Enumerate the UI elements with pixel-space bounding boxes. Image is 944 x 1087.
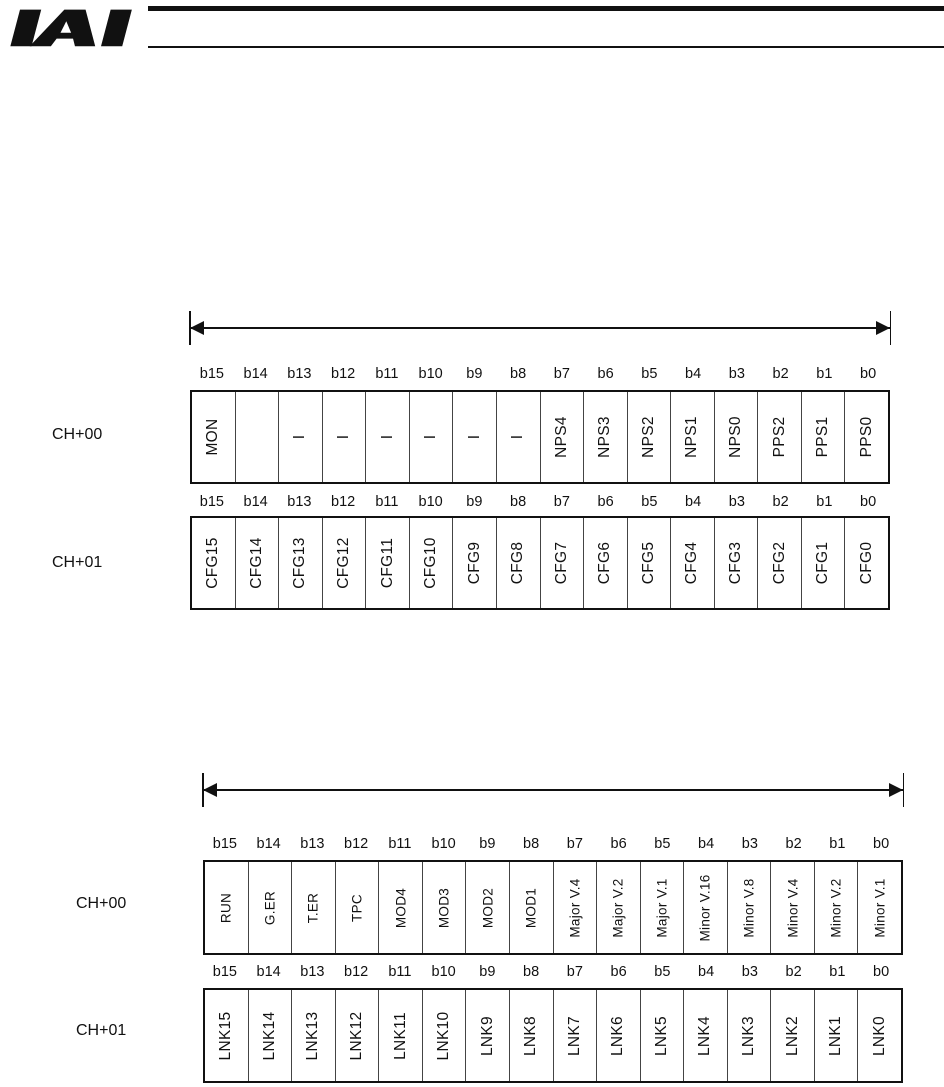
bit-cell-b11 bbox=[365, 392, 409, 482]
bit-name: CFG10 bbox=[422, 537, 440, 589]
bit-cell-b3 bbox=[714, 392, 758, 482]
word-span-arrow-2 bbox=[203, 779, 903, 801]
bit-name: I bbox=[422, 434, 440, 440]
bit-label-b7: b7 bbox=[566, 836, 583, 852]
bit-name: CFG2 bbox=[770, 541, 788, 585]
bit-label-b1: b1 bbox=[816, 366, 833, 382]
bit-label-b2: b2 bbox=[785, 836, 802, 852]
bit-name: CFG5 bbox=[639, 541, 657, 585]
bit-cell-b0 bbox=[844, 518, 888, 608]
bit-label-b13: b13 bbox=[300, 836, 325, 852]
register-t1-r1 bbox=[190, 516, 890, 610]
register-t1-r0 bbox=[190, 390, 890, 484]
bit-name: MON bbox=[204, 418, 222, 456]
bit-label-b3: b3 bbox=[728, 366, 745, 382]
bit-name: PPS1 bbox=[814, 416, 832, 458]
bit-name: LNK13 bbox=[304, 1011, 322, 1060]
bit-cell-b12 bbox=[322, 518, 366, 608]
bit-label-b10: b10 bbox=[431, 964, 456, 980]
bit-label-b5: b5 bbox=[654, 964, 671, 980]
bit-name: Minor V.4 bbox=[785, 877, 801, 938]
bit-label-b5: b5 bbox=[641, 366, 658, 382]
bit-cell-b9 bbox=[465, 990, 509, 1081]
bit-name: LNK14 bbox=[260, 1011, 278, 1060]
bit-name: MOD1 bbox=[523, 887, 539, 928]
bit-name: I bbox=[378, 434, 396, 440]
bit-name: PPS0 bbox=[857, 416, 875, 458]
bit-cell-b8 bbox=[496, 518, 540, 608]
bit-label-b1: b1 bbox=[816, 494, 833, 510]
bit-labels-t1-r0 bbox=[190, 366, 890, 384]
bit-cell-b8 bbox=[496, 392, 540, 482]
bit-name: Minor V.2 bbox=[828, 877, 844, 938]
bit-cell-b6 bbox=[583, 518, 627, 608]
header-rule-thick bbox=[148, 6, 944, 11]
bit-cell-b15 bbox=[192, 518, 235, 608]
bit-label-b0: b0 bbox=[873, 964, 890, 980]
bit-cell-b12 bbox=[335, 990, 379, 1081]
bit-name: LNK6 bbox=[609, 1015, 627, 1056]
bit-label-b4: b4 bbox=[685, 494, 702, 510]
bit-name: I bbox=[465, 434, 483, 440]
bit-cell-b15 bbox=[192, 392, 235, 482]
bit-name: Major V.4 bbox=[567, 877, 583, 938]
bit-name: RUN bbox=[218, 892, 234, 923]
bit-name: Minor V.16 bbox=[697, 873, 713, 942]
bit-label-b10: b10 bbox=[418, 494, 443, 510]
bit-cell-b11 bbox=[365, 518, 409, 608]
bit-name: CFG11 bbox=[378, 537, 396, 589]
bit-cell-b5 bbox=[627, 518, 671, 608]
bit-label-b14: b14 bbox=[243, 366, 268, 382]
bit-name: NPS4 bbox=[552, 416, 570, 458]
bit-name: CFG7 bbox=[552, 541, 570, 585]
bit-cell-b7 bbox=[553, 862, 597, 953]
bit-cell-b10 bbox=[422, 862, 466, 953]
bit-label-b6: b6 bbox=[597, 494, 614, 510]
bit-cell-b6 bbox=[596, 862, 640, 953]
bit-cell-b5 bbox=[627, 392, 671, 482]
bit-name: I bbox=[509, 434, 527, 440]
bit-cell-b4 bbox=[670, 392, 714, 482]
bit-label-b9: b9 bbox=[466, 494, 483, 510]
bit-cell-b7 bbox=[553, 990, 597, 1081]
bit-cell-b11 bbox=[378, 990, 422, 1081]
bit-label-b3: b3 bbox=[728, 494, 745, 510]
bit-label-b14: b14 bbox=[243, 494, 268, 510]
bit-label-b11: b11 bbox=[388, 964, 412, 980]
bit-label-b14: b14 bbox=[256, 964, 281, 980]
bit-label-b6: b6 bbox=[610, 964, 627, 980]
bit-labels-t2-r1 bbox=[203, 964, 903, 982]
bit-label-b12: b12 bbox=[331, 494, 356, 510]
bit-cell-b3 bbox=[714, 518, 758, 608]
bit-labels-t2-r0 bbox=[203, 836, 903, 854]
bit-label-b13: b13 bbox=[287, 494, 312, 510]
bit-label-b15: b15 bbox=[199, 494, 224, 510]
bit-cell-b13 bbox=[278, 392, 322, 482]
bit-cell-b0 bbox=[857, 990, 901, 1081]
bit-name: CFG14 bbox=[247, 537, 265, 589]
bit-name: TPC bbox=[349, 893, 365, 922]
channel-label: CH+01 bbox=[52, 554, 103, 571]
bit-cell-b1 bbox=[801, 518, 845, 608]
bit-cell-b15 bbox=[205, 862, 248, 953]
bit-cell-b8 bbox=[509, 862, 553, 953]
bit-cell-b1 bbox=[814, 862, 858, 953]
bit-label-b10: b10 bbox=[418, 366, 443, 382]
bit-label-b2: b2 bbox=[785, 964, 802, 980]
bit-name: MOD2 bbox=[480, 887, 496, 928]
bit-label-b7: b7 bbox=[553, 494, 570, 510]
bit-label-b1: b1 bbox=[829, 964, 846, 980]
bit-label-b3: b3 bbox=[741, 836, 758, 852]
bit-label-b4: b4 bbox=[698, 964, 715, 980]
bit-cell-b2 bbox=[757, 392, 801, 482]
bit-label-b15: b15 bbox=[199, 366, 224, 382]
bit-name: LNK8 bbox=[522, 1015, 540, 1056]
bit-cell-b10 bbox=[422, 990, 466, 1081]
bit-label-b7: b7 bbox=[553, 366, 570, 382]
bit-label-b9: b9 bbox=[479, 964, 496, 980]
bit-cell-b1 bbox=[801, 392, 845, 482]
bit-name: CFG1 bbox=[814, 541, 832, 585]
bit-labels-t1-r1 bbox=[190, 494, 890, 512]
bit-label-b4: b4 bbox=[698, 836, 715, 852]
bit-cell-b13 bbox=[291, 990, 335, 1081]
bit-cell-b2 bbox=[770, 990, 814, 1081]
bit-label-b4: b4 bbox=[685, 366, 702, 382]
bit-name: CFG13 bbox=[291, 537, 309, 589]
bit-cell-b2 bbox=[757, 518, 801, 608]
bit-cell-b0 bbox=[857, 862, 901, 953]
bit-label-b9: b9 bbox=[479, 836, 496, 852]
bit-label-b11: b11 bbox=[375, 366, 399, 382]
word-span-arrow-1 bbox=[190, 317, 890, 339]
bit-name: LNK15 bbox=[217, 1011, 235, 1060]
bit-label-b11: b11 bbox=[375, 494, 399, 510]
bit-label-b8: b8 bbox=[510, 366, 527, 382]
bit-cell-b6 bbox=[583, 392, 627, 482]
bit-name: LNK3 bbox=[740, 1015, 758, 1056]
bit-label-b1: b1 bbox=[829, 836, 846, 852]
bit-name: LNK4 bbox=[696, 1015, 714, 1056]
bit-name: LNK7 bbox=[565, 1015, 583, 1056]
bit-label-b6: b6 bbox=[597, 366, 614, 382]
bit-name: CFG8 bbox=[509, 541, 527, 585]
bit-label-b9: b9 bbox=[466, 366, 483, 382]
bit-label-b13: b13 bbox=[287, 366, 312, 382]
bit-cell-b14 bbox=[248, 862, 292, 953]
bit-cell-b7 bbox=[540, 392, 584, 482]
bit-label-b12: b12 bbox=[344, 964, 369, 980]
bit-name: LNK0 bbox=[870, 1015, 888, 1056]
bit-name: G.ER bbox=[262, 890, 278, 925]
bit-cell-b9 bbox=[452, 392, 496, 482]
bit-cell-b10 bbox=[409, 518, 453, 608]
bit-cell-b9 bbox=[465, 862, 509, 953]
bit-label-b11: b11 bbox=[388, 836, 412, 852]
bit-cell-b8 bbox=[509, 990, 553, 1081]
bit-name: Minor V.8 bbox=[741, 877, 757, 938]
bit-name: CFG15 bbox=[204, 537, 222, 589]
iai-logo bbox=[4, 0, 144, 54]
bit-label-b5: b5 bbox=[654, 836, 671, 852]
bit-cell-b15 bbox=[205, 990, 248, 1081]
channel-label: CH+00 bbox=[52, 426, 103, 443]
bit-cell-b10 bbox=[409, 392, 453, 482]
bit-cell-b4 bbox=[670, 518, 714, 608]
bit-name: LNK9 bbox=[478, 1015, 496, 1056]
bit-label-b15: b15 bbox=[212, 964, 237, 980]
bit-label-b2: b2 bbox=[772, 366, 789, 382]
bit-label-b12: b12 bbox=[331, 366, 356, 382]
bit-label-b7: b7 bbox=[566, 964, 583, 980]
bit-cell-b12 bbox=[335, 862, 379, 953]
bit-name: LNK2 bbox=[783, 1015, 801, 1056]
bit-label-b0: b0 bbox=[860, 494, 877, 510]
bit-name: CFG12 bbox=[334, 537, 352, 589]
bit-cell-b7 bbox=[540, 518, 584, 608]
bit-name: CFG3 bbox=[727, 541, 745, 585]
bit-label-b3: b3 bbox=[741, 964, 758, 980]
header-rule-thin bbox=[148, 46, 944, 48]
bit-label-b10: b10 bbox=[431, 836, 456, 852]
bit-label-b5: b5 bbox=[641, 494, 658, 510]
channel-label: CH+00 bbox=[76, 895, 127, 912]
bit-cell-b14 bbox=[235, 392, 279, 482]
bit-name: I bbox=[291, 434, 309, 440]
bit-label-b0: b0 bbox=[873, 836, 890, 852]
bit-cell-b2 bbox=[770, 862, 814, 953]
register-t2-r0 bbox=[203, 860, 903, 955]
bit-label-b8: b8 bbox=[523, 964, 540, 980]
channel-label: CH+01 bbox=[76, 1022, 127, 1039]
bit-cell-b1 bbox=[814, 990, 858, 1081]
bit-cell-b0 bbox=[844, 392, 888, 482]
bit-name: Major V.2 bbox=[610, 877, 626, 938]
bit-name: LNK11 bbox=[391, 1011, 409, 1060]
bit-name: NPS3 bbox=[596, 416, 614, 458]
bit-label-b0: b0 bbox=[860, 366, 877, 382]
bit-name: CFG9 bbox=[465, 541, 483, 585]
bit-label-b2: b2 bbox=[772, 494, 789, 510]
bit-cell-b4 bbox=[683, 862, 727, 953]
bit-cell-b14 bbox=[248, 990, 292, 1081]
bit-name: LNK5 bbox=[652, 1015, 670, 1056]
bit-label-b12: b12 bbox=[344, 836, 369, 852]
bit-name: I bbox=[334, 434, 352, 440]
bit-name: Major V.1 bbox=[654, 877, 670, 938]
bit-cell-b3 bbox=[727, 862, 771, 953]
register-t2-r1 bbox=[203, 988, 903, 1083]
bit-cell-b12 bbox=[322, 392, 366, 482]
bit-cell-b6 bbox=[596, 990, 640, 1081]
bit-cell-b5 bbox=[640, 862, 684, 953]
bit-cell-b11 bbox=[378, 862, 422, 953]
bit-name: Minor V.1 bbox=[872, 877, 888, 938]
bit-label-b14: b14 bbox=[256, 836, 281, 852]
bit-label-b6: b6 bbox=[610, 836, 627, 852]
bit-label-b8: b8 bbox=[510, 494, 527, 510]
bit-name: T.ER bbox=[305, 892, 321, 923]
bit-name: CFG0 bbox=[857, 541, 875, 585]
bit-cell-b5 bbox=[640, 990, 684, 1081]
bit-name: CFG4 bbox=[683, 541, 701, 585]
bit-name: LNK1 bbox=[827, 1015, 845, 1056]
bit-label-b8: b8 bbox=[523, 836, 540, 852]
bit-name: NPS0 bbox=[727, 416, 745, 458]
bit-name: NPS2 bbox=[639, 416, 657, 458]
bit-cell-b13 bbox=[278, 518, 322, 608]
bit-cell-b4 bbox=[683, 990, 727, 1081]
bit-cell-b13 bbox=[291, 862, 335, 953]
bit-name: LNK10 bbox=[435, 1011, 453, 1060]
bit-cell-b14 bbox=[235, 518, 279, 608]
bit-name: MOD4 bbox=[393, 887, 409, 928]
bit-name: PPS2 bbox=[770, 416, 788, 458]
bit-label-b13: b13 bbox=[300, 964, 325, 980]
bit-cell-b9 bbox=[452, 518, 496, 608]
bit-cell-b3 bbox=[727, 990, 771, 1081]
bit-name: CFG6 bbox=[596, 541, 614, 585]
bit-name: LNK12 bbox=[347, 1011, 365, 1060]
bit-name: NPS1 bbox=[683, 416, 701, 458]
bit-label-b15: b15 bbox=[212, 836, 237, 852]
bit-name: MOD3 bbox=[436, 887, 452, 928]
